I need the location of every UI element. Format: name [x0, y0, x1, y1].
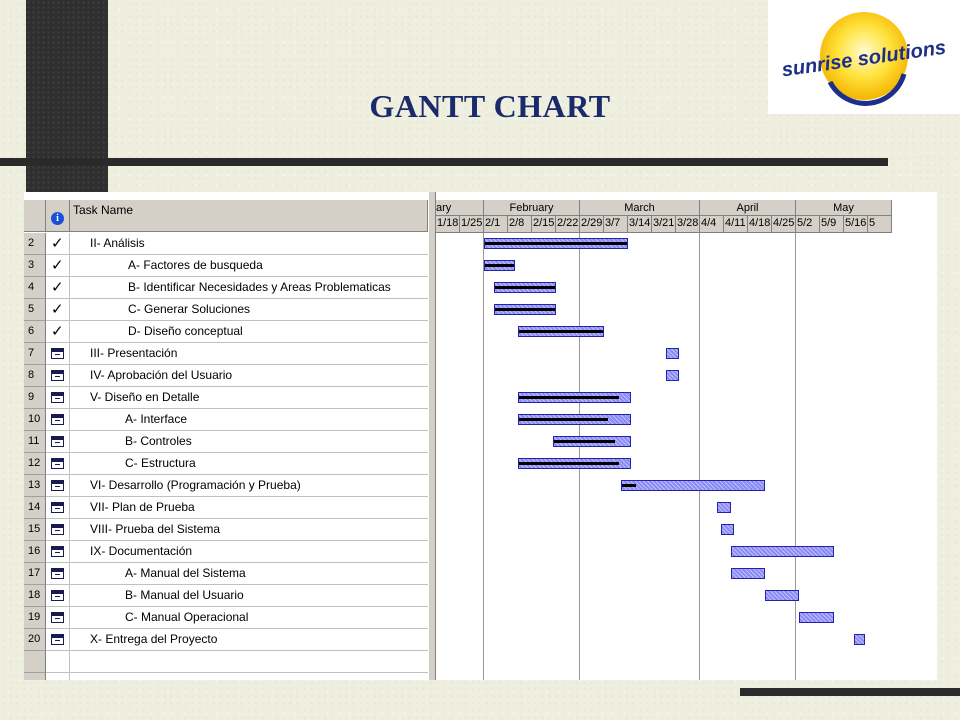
- task-name-cell[interactable]: IX- Documentación: [70, 541, 428, 563]
- progress-line: [519, 330, 603, 333]
- task-name-cell[interactable]: A- Interface: [70, 409, 428, 431]
- task-row[interactable]: [24, 541, 428, 563]
- row-id-cell[interactable]: 3: [24, 255, 46, 277]
- calendar-icon: [51, 590, 64, 601]
- indicator-cell: [46, 497, 70, 519]
- svg-text:sunrise solutions: sunrise solutions: [780, 36, 948, 82]
- month-header: ary: [436, 200, 484, 216]
- calendar-icon: [51, 414, 64, 425]
- footer-rule: [740, 688, 960, 696]
- calendar-icon: [51, 612, 64, 623]
- calendar-icon: [51, 348, 64, 359]
- gantt-task-bar[interactable]: [484, 260, 515, 271]
- task-name-cell[interactable]: [70, 651, 428, 673]
- task-row[interactable]: [24, 519, 428, 541]
- gantt-task-bar[interactable]: [721, 524, 735, 535]
- task-name-cell[interactable]: B- Controles: [70, 431, 428, 453]
- row-id-cell[interactable]: [24, 673, 46, 680]
- gantt-task-bar[interactable]: [666, 348, 680, 359]
- month-header: May: [796, 200, 892, 216]
- indicator-cell: [46, 255, 70, 277]
- row-id-cell[interactable]: 14: [24, 497, 46, 519]
- indicator-cell: [46, 519, 70, 541]
- gantt-task-bar[interactable]: [666, 370, 680, 381]
- row-id-cell[interactable]: [24, 651, 46, 673]
- task-row[interactable]: [24, 255, 428, 277]
- check-icon: ✓: [51, 301, 64, 318]
- gantt-task-bar[interactable]: [484, 238, 628, 249]
- row-id-cell[interactable]: 16: [24, 541, 46, 563]
- indicator-cell: [46, 563, 70, 585]
- task-name-column-header[interactable]: [70, 200, 428, 232]
- week-header: 3/21: [652, 216, 676, 233]
- row-id-cell[interactable]: 7: [24, 343, 46, 365]
- indicator-column-header[interactable]: [46, 200, 70, 232]
- indicator-cell: [46, 321, 70, 343]
- task-name-cell[interactable]: VII- Plan de Prueba: [70, 497, 428, 519]
- calendar-icon: [51, 634, 64, 645]
- calendar-icon: [51, 436, 64, 447]
- week-header: 5/2: [796, 216, 820, 233]
- slide-title: GANTT CHART: [369, 88, 611, 124]
- week-header: 5/16: [844, 216, 868, 233]
- indicator-cell: [46, 541, 70, 563]
- gantt-task-bar[interactable]: [518, 326, 604, 337]
- indicator-cell: [46, 585, 70, 607]
- task-name-cell[interactable]: C- Manual Operacional: [70, 607, 428, 629]
- task-row[interactable]: [24, 453, 428, 475]
- month-header: February: [484, 200, 580, 216]
- sunrise-logo-icon: [768, 0, 960, 114]
- task-row[interactable]: [24, 299, 428, 321]
- check-icon: ✓: [51, 235, 64, 252]
- progress-line: [485, 242, 627, 245]
- task-row[interactable]: [24, 233, 428, 255]
- task-name-cell[interactable]: V- Diseño en Detalle: [70, 387, 428, 409]
- progress-line: [485, 264, 514, 267]
- task-name-cell[interactable]: D- Diseño conceptual: [70, 321, 428, 343]
- indicator-cell: [46, 607, 70, 629]
- task-row[interactable]: [24, 321, 428, 343]
- indicator-cell: [46, 365, 70, 387]
- gantt-task-bar[interactable]: [799, 612, 833, 623]
- progress-line: [519, 418, 608, 421]
- month-header: March: [580, 200, 700, 216]
- task-name-cell[interactable]: A- Manual del Sistema: [70, 563, 428, 585]
- task-row[interactable]: [24, 585, 428, 607]
- row-id-cell[interactable]: 13: [24, 475, 46, 497]
- indicator-cell: [46, 409, 70, 431]
- month-gridline: [795, 233, 796, 680]
- task-name-cell[interactable]: A- Factores de busqueda: [70, 255, 428, 277]
- check-icon: ✓: [51, 323, 64, 340]
- calendar-icon: [51, 568, 64, 579]
- task-row[interactable]: [24, 629, 428, 651]
- gantt-task-bar[interactable]: [518, 414, 631, 425]
- gantt-task-bar[interactable]: [854, 634, 864, 645]
- week-header: 1/18: [436, 216, 460, 233]
- check-icon: ✓: [51, 257, 64, 274]
- row-id-cell[interactable]: 10: [24, 409, 46, 431]
- calendar-icon: [51, 370, 64, 381]
- row-id-cell[interactable]: 4: [24, 277, 46, 299]
- indicator-cell: [46, 387, 70, 409]
- week-header: 2/8: [508, 216, 532, 233]
- calendar-icon: [51, 392, 64, 403]
- row-id-cell[interactable]: 12: [24, 453, 46, 475]
- week-header: 3/14: [628, 216, 652, 233]
- gantt-task-bar[interactable]: [494, 304, 556, 315]
- task-grid: [24, 192, 429, 680]
- indicator-cell: [46, 431, 70, 453]
- ms-project-gantt-view: [24, 192, 937, 680]
- calendar-icon: [51, 524, 64, 535]
- row-id-cell[interactable]: 20: [24, 629, 46, 651]
- week-header: 4/11: [724, 216, 748, 233]
- row-id-cell[interactable]: 11: [24, 431, 46, 453]
- id-column-header[interactable]: [24, 200, 46, 232]
- task-name-cell[interactable]: [70, 673, 428, 680]
- task-name-cell[interactable]: III- Presentación: [70, 343, 428, 365]
- week-header: 2/1: [484, 216, 508, 233]
- gantt-task-bar[interactable]: [494, 282, 556, 293]
- task-name-cell[interactable]: X- Entrega del Proyecto: [70, 629, 428, 651]
- task-name-cell[interactable]: VI- Desarrollo (Programación y Prueba): [70, 475, 428, 497]
- task-name-header-label: Task Name: [73, 203, 134, 217]
- task-row[interactable]: [24, 563, 428, 585]
- row-id-cell[interactable]: 8: [24, 365, 46, 387]
- row-id-cell[interactable]: 6: [24, 321, 46, 343]
- week-header: 3/28: [676, 216, 700, 233]
- week-header: 2/29: [580, 216, 604, 233]
- row-id-cell[interactable]: 19: [24, 607, 46, 629]
- task-name-cell[interactable]: C- Generar Soluciones: [70, 299, 428, 321]
- task-name-cell[interactable]: II- Análisis: [70, 233, 428, 255]
- month-gridline: [483, 233, 484, 680]
- indicator-cell: [46, 475, 70, 497]
- week-header: 4/25: [772, 216, 796, 233]
- row-id-cell[interactable]: 2: [24, 233, 46, 255]
- calendar-icon: [51, 458, 64, 469]
- row-id-cell[interactable]: 15: [24, 519, 46, 541]
- empty-row[interactable]: [24, 651, 428, 673]
- week-header: 1/25: [460, 216, 484, 233]
- indicator-cell: [46, 233, 70, 255]
- title-rule: [0, 158, 888, 166]
- task-row[interactable]: [24, 277, 428, 299]
- gantt-chart-pane: [436, 192, 937, 680]
- indicator-cell: [46, 651, 70, 673]
- week-header: 4/4: [700, 216, 724, 233]
- task-row[interactable]: [24, 431, 428, 453]
- month-gridline: [579, 233, 580, 680]
- indicator-cell: [46, 673, 70, 680]
- indicator-cell: [46, 277, 70, 299]
- task-name-cell[interactable]: VIII- Prueba del Sistema: [70, 519, 428, 541]
- progress-line: [622, 484, 636, 487]
- check-icon: ✓: [51, 279, 64, 296]
- indicator-cell: [46, 343, 70, 365]
- gantt-task-bar[interactable]: [518, 392, 631, 403]
- week-header: 2/22: [556, 216, 580, 233]
- indicator-cell: [46, 453, 70, 475]
- week-header: 2/15: [532, 216, 556, 233]
- week-header: 5: [868, 216, 892, 233]
- indicator-cell: [46, 629, 70, 651]
- progress-line: [519, 396, 619, 399]
- week-header: 5/9: [820, 216, 844, 233]
- indicator-cell: [46, 299, 70, 321]
- calendar-icon: [51, 502, 64, 513]
- gantt-task-bar[interactable]: [553, 436, 632, 447]
- row-id-cell[interactable]: 5: [24, 299, 46, 321]
- week-header: 3/7: [604, 216, 628, 233]
- progress-line: [554, 440, 615, 443]
- gantt-task-bar[interactable]: [621, 480, 765, 491]
- task-row[interactable]: [24, 475, 428, 497]
- task-row[interactable]: [24, 409, 428, 431]
- gantt-task-bar[interactable]: [731, 546, 834, 557]
- calendar-icon: [51, 480, 64, 491]
- gantt-task-bar[interactable]: [518, 458, 631, 469]
- row-id-cell[interactable]: 9: [24, 387, 46, 409]
- progress-line: [495, 308, 555, 311]
- empty-row[interactable]: [24, 673, 428, 680]
- task-row[interactable]: [24, 343, 428, 365]
- week-header: 4/18: [748, 216, 772, 233]
- progress-line: [495, 286, 555, 289]
- row-id-cell[interactable]: 18: [24, 585, 46, 607]
- task-row[interactable]: [24, 497, 428, 519]
- task-row[interactable]: [24, 607, 428, 629]
- gantt-task-bar[interactable]: [731, 568, 765, 579]
- month-gridline: [699, 233, 700, 680]
- progress-line: [519, 462, 619, 465]
- gantt-task-bar[interactable]: [717, 502, 731, 513]
- gantt-task-bar[interactable]: [765, 590, 799, 601]
- row-id-cell[interactable]: 17: [24, 563, 46, 585]
- task-name-cell[interactable]: IV- Aprobación del Usuario: [70, 365, 428, 387]
- task-name-cell[interactable]: B- Manual del Usuario: [70, 585, 428, 607]
- pane-splitter[interactable]: [428, 192, 436, 680]
- info-icon: i: [51, 212, 64, 225]
- month-header: April: [700, 200, 796, 216]
- task-name-cell[interactable]: B- Identificar Necesidades y Areas Problematicas: [70, 277, 428, 299]
- calendar-icon: [51, 546, 64, 557]
- task-name-cell[interactable]: C- Estructura: [70, 453, 428, 475]
- task-row[interactable]: [24, 365, 428, 387]
- logo: [768, 0, 960, 114]
- task-row[interactable]: [24, 387, 428, 409]
